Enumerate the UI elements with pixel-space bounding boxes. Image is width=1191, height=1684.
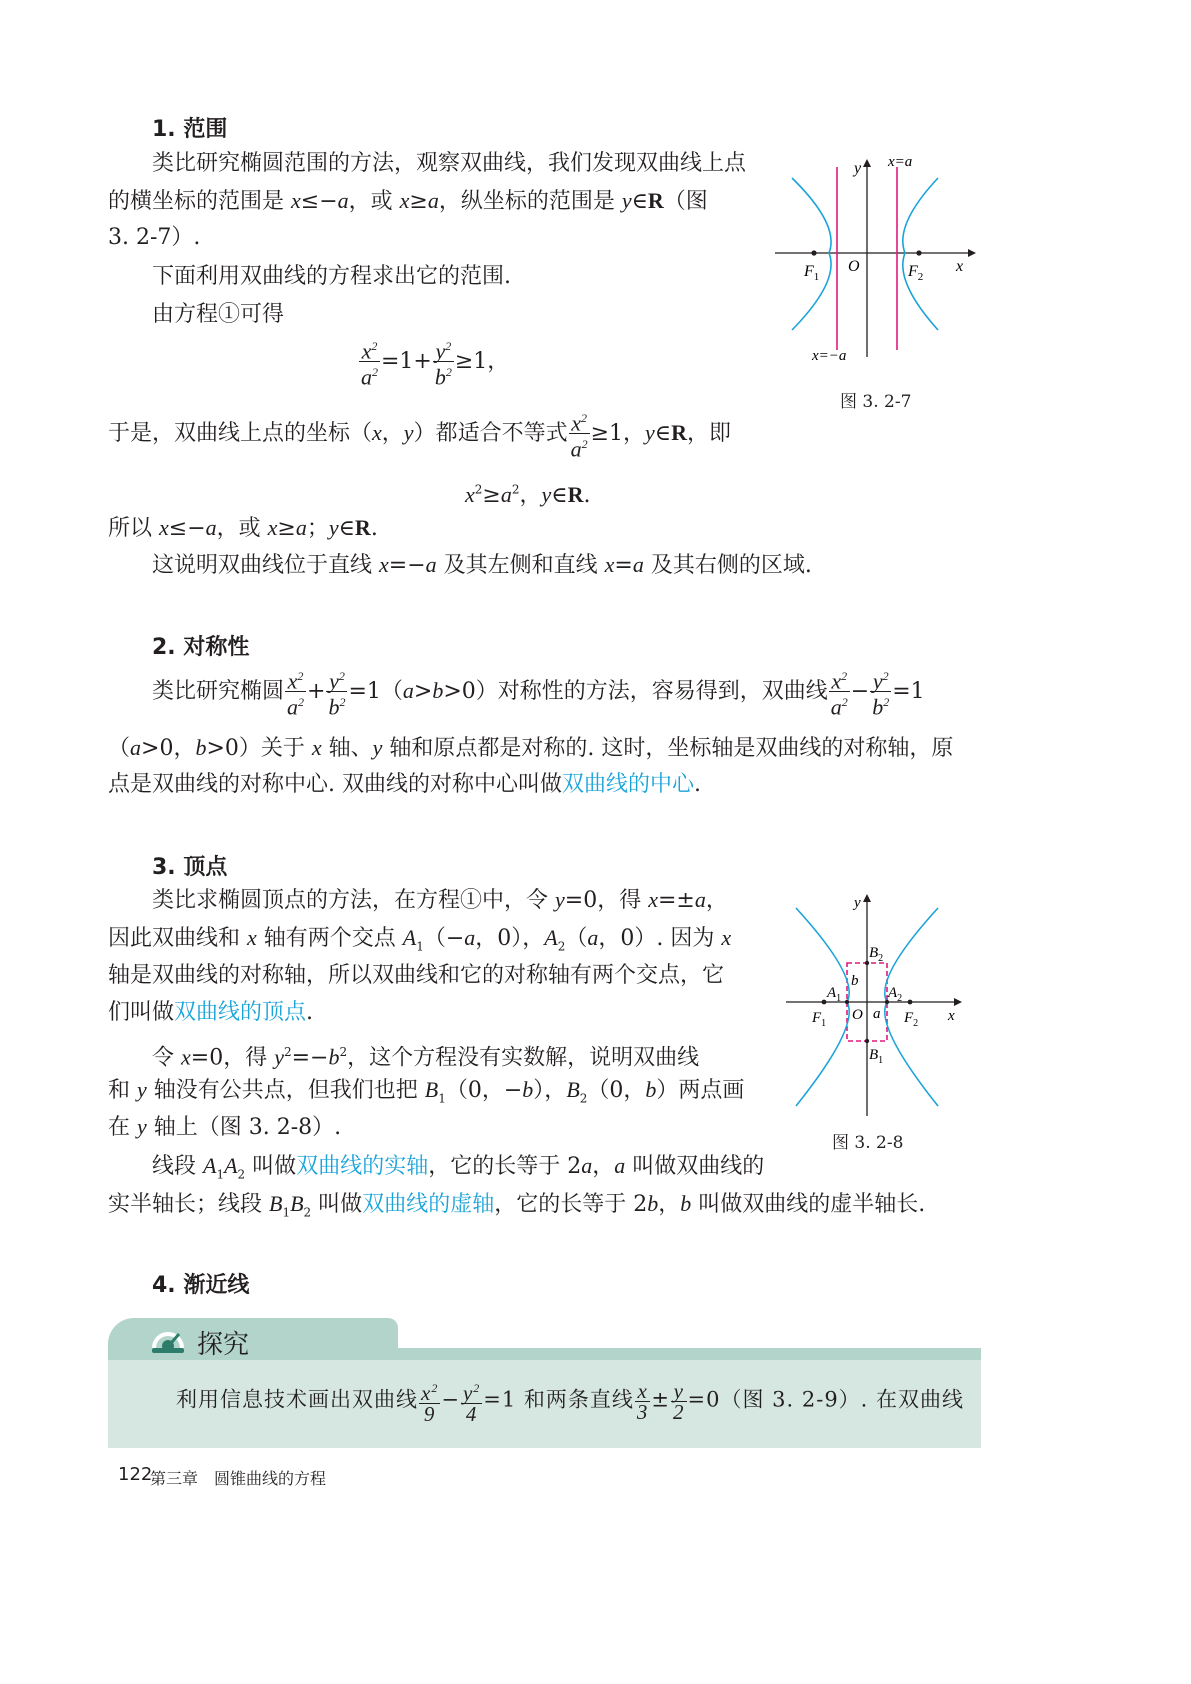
figure-caption: 图 3. 2-8 — [832, 1133, 904, 1153]
sec3-paragraph-line: 令 x=0，得 $y^2=-b^2$，这个方程没有实数解，说明双曲线 — [152, 1044, 700, 1071]
equation-1: $\frac{x^2}{a^2}$ =1+ $\frac{y^2}{b^2}$ ≥1， — [358, 336, 509, 388]
y-axis-arrow — [863, 159, 871, 167]
figure-caption: 图 3. 2-7 — [840, 392, 912, 412]
figure-3-2-7 — [770, 145, 980, 380]
term-hyperbola-center: 双曲线的中心 — [562, 772, 695, 797]
sec1-paragraph-line: 3. 2-7）. — [108, 225, 201, 250]
hyperbola-right-branch — [885, 908, 938, 1106]
section-4-heading: 4. 渐近线 — [152, 1273, 250, 1298]
label-origin: O — [848, 258, 860, 275]
label-f2: $F_2$ — [904, 1010, 919, 1029]
label-b2: $B_2$ — [869, 945, 884, 964]
label-b1: $B_1$ — [869, 1047, 884, 1066]
sec3-paragraph-line: 线段 $A_1A_2$ 叫做双曲线的实轴，它的长等于 2a，a 叫做双曲线的 — [152, 1153, 765, 1182]
label-x-eq-neg-a: x=−a — [812, 348, 847, 364]
x-axis-arrow — [954, 998, 962, 1006]
magnifier-icon — [150, 1324, 186, 1356]
term-imaginary-axis: 双曲线的虚轴 — [362, 1192, 495, 1217]
sec3-paragraph-line: 轴是双曲线的对称轴，所以双曲线和它的对称轴有两个交点，它 — [108, 963, 725, 988]
sec3-paragraph-line: 们叫做双曲线的顶点. — [108, 1000, 314, 1025]
figure-3-2-8 — [782, 888, 972, 1120]
sec3-paragraph-line: 因此双曲线和 x 轴有两个交点 $A_1(-a$，0），$A_2(a$，0）. 因为 x — [108, 925, 732, 954]
label-f1: $F_1$ — [804, 263, 820, 283]
x-axis-arrow — [968, 249, 976, 257]
label-f2: $F_2$ — [908, 263, 924, 283]
label-a-length: a — [873, 1006, 881, 1022]
equation-2: $x^2\ge a^2$，y∈R. — [465, 482, 591, 508]
focus-f1 — [811, 250, 816, 255]
label-origin: O — [852, 1007, 863, 1023]
sec3-paragraph-line: 在 y 轴上（图 3. 2-8）. — [108, 1114, 342, 1140]
sec1-paragraph-line: 下面利用双曲线的方程求出它的范围. — [152, 264, 511, 289]
sec3-paragraph-line: 实半轴长；线段 $B_1B_2$ 叫做双曲线的虚轴，它的长等于 2b，b 叫做双曲线的虚半轴长. — [108, 1191, 926, 1220]
sec1-paragraph-line: 这说明双曲线位于直线 x=−a 及其左侧和直线 x=a 及其右侧的区域. — [152, 552, 812, 578]
label-x-eq-a: x=a — [888, 154, 913, 170]
term-real-axis: 双曲线的实轴 — [296, 1154, 429, 1179]
sec1-paragraph-line: 所以 x≤−a，或 x≥a；y∈R. — [108, 515, 378, 541]
sec1-paragraph-line: 由方程①可得 — [152, 302, 285, 327]
page-number: 122 — [118, 1464, 153, 1485]
sec2-paragraph-line: 类比研究椭圆 $\frac{x^2}{a^2}$ + $\frac{y^2}{b^2}$ =1（a>b>0）对称性的方法，容易得到，双曲线 $\frac{x^2}{a^2}$ − $\frac{y^2}{b^2}$ =1 — [152, 666, 925, 718]
chapter-title: 第三章 圆锥曲线的方程 — [150, 1469, 327, 1488]
label-a2: $A_2$ — [888, 985, 903, 1004]
section-2-heading: 2. 对称性 — [152, 635, 250, 660]
section-3-heading: 3. 顶点 — [152, 855, 228, 880]
y-axis-arrow — [863, 894, 871, 902]
sec3-paragraph-line: 类比求椭圆顶点的方法，在方程①中，令 y=0，得 x=±a， — [152, 887, 728, 913]
point-b1 — [865, 1039, 869, 1043]
sec2-paragraph-line: （a>0，b>0）关于 x 轴、y 轴和原点都是对称的. 这时，坐标轴是双曲线的对称轴，原 — [108, 735, 954, 761]
term-hyperbola-vertex: 双曲线的顶点 — [174, 1000, 307, 1025]
hyperbola-left-branch — [792, 178, 831, 330]
focus-f2 — [908, 1000, 913, 1005]
label-b-length: b — [851, 973, 859, 989]
vertex-a1 — [845, 1000, 849, 1004]
focus-f2 — [916, 250, 921, 255]
label-x: x — [956, 258, 964, 275]
label-a1: $A_1$ — [827, 985, 842, 1004]
label-y: y — [854, 895, 861, 911]
sec1-paragraph-line: 类比研究椭圆范围的方法，观察双曲线，我们发现双曲线上点 — [152, 151, 747, 176]
hyperbola-left-branch — [796, 908, 849, 1106]
sec2-paragraph-line: 点是双曲线的对称中心. 双曲线的对称中心叫做双曲线的中心. — [108, 772, 702, 797]
explore-title: 探究 — [197, 1330, 250, 1360]
focus-f1 — [822, 1000, 827, 1005]
label-x: x — [948, 1008, 955, 1024]
section-1-heading: 1. 范围 — [152, 117, 228, 142]
sec1-paragraph-line: 于是，双曲线上点的坐标（x，y）都适合不等式 $\frac{x^2}{a^2}$ ≥1，y∈R，即 — [108, 408, 731, 460]
sec3-paragraph-line: 和 y 轴没有公共点，但我们也把 $B_1(0$，−b），$B_2(0$，b）两点画 — [108, 1077, 745, 1106]
point-b2 — [865, 961, 869, 965]
label-y: y — [854, 160, 862, 177]
sec1-paragraph-line: 的横坐标的范围是 x≤−a，或 x≥a，纵坐标的范围是 y∈R（图 — [108, 188, 708, 214]
label-f1: $F_1$ — [812, 1010, 827, 1029]
explore-text: 利用信息技术画出双曲线 $\frac{x^2}{9}$ − $\frac{y^2}{4}$ =1 和两条直线 $\frac{x}{3}$ ± $\frac{y}{2}$ =0（图 3. 2-9）. 在双曲线 — [176, 1378, 965, 1426]
